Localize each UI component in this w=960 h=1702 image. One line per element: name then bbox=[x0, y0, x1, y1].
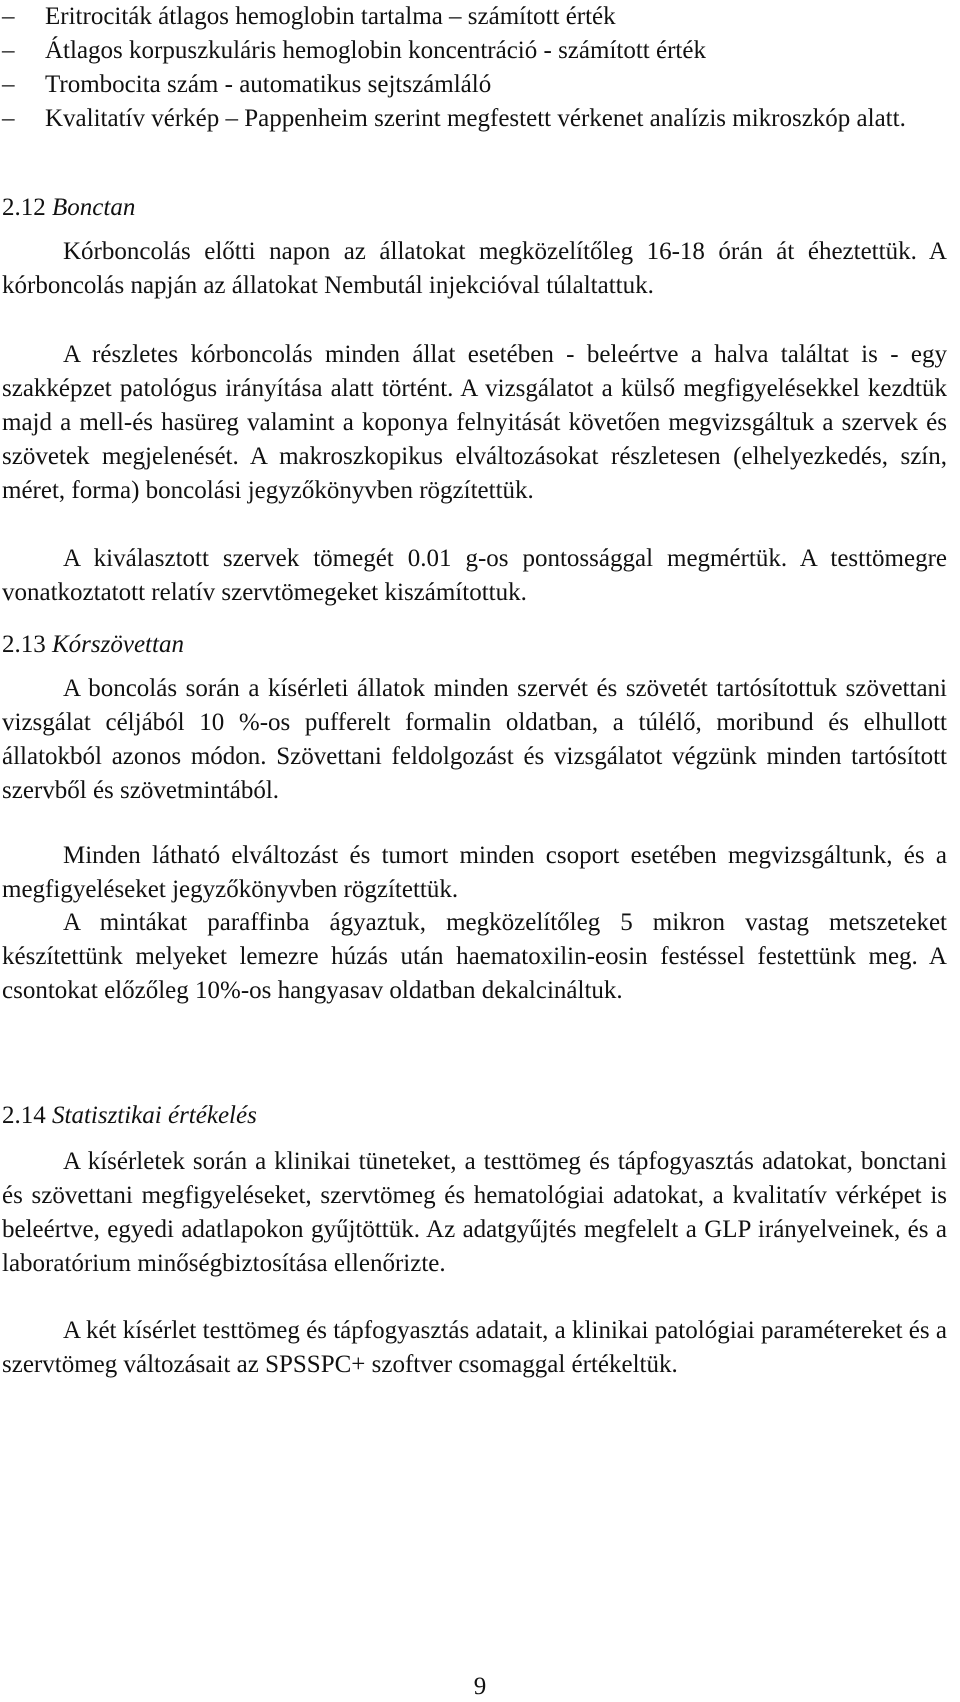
section-title: Kórszövettan bbox=[52, 631, 184, 658]
paragraph: A mintákat paraffinba ágyaztuk, megközelítőleg 5 mikron vastag metszeteket készítettünk melyeket lemezre húzás után haematoxilin-eosin festéssel festettünk meg. A csontokat előzőleg 10%-os hangyasav oldatban dekalcináltuk. bbox=[2, 909, 947, 1004]
section-number: 2.12 bbox=[2, 194, 46, 221]
paragraph: A részletes kórboncolás minden állat esetében - beleértve a halva találtat is - egy szakképzet patológus irányítása alatt történt. A vizsgálatot a külső megfigyelésekkel kezdtük majd a mell-és hasüreg valamint a koponya felnyitását követően megvizsgáltuk a szervek és szövetek megjelenését. A makroszkopikus elváltozásokat részletesen (elhelyezkedés, szín, méret, forma) boncolási jegyzőkönyvben rögzítettük. bbox=[2, 341, 947, 504]
dash-bullet: – bbox=[2, 71, 15, 98]
list-item bbox=[0, 102, 950, 136]
paragraph: A kísérletek során a klinikai tüneteket, a testtömeg és tápfogyasztás adatokat, bonctani és szövettani megfigyeléseket, szervtömeg és hematológiai adatokat, a kvalitatív vérképet is beleértve, egyedi adatlapokon gyűjtöttük. Az adatgyűjtés megfelelt a GLP irányelveinek, és a laboratórium minőségbiztosítása ellenőrizte. bbox=[2, 1148, 947, 1277]
section-title: Statisztikai értékelés bbox=[52, 1102, 257, 1129]
dash-bullet: – bbox=[2, 37, 15, 64]
list-item bbox=[0, 0, 950, 34]
section-number: 2.13 bbox=[2, 631, 46, 658]
paragraph: A két kísérlet testtömeg és tápfogyasztás adatait, a klinikai patológiai paramétereket és a szervtömeg változásait az SPSSPC+ szoftver csomaggal értékeltük. bbox=[2, 1317, 947, 1378]
section-heading-korszovettan bbox=[2, 628, 184, 662]
section-heading-statisztika bbox=[2, 1099, 257, 1133]
section-heading-bonctan bbox=[2, 191, 135, 225]
page-number: 9 bbox=[473, 1673, 487, 1700]
list-item-text: Kvalitatív vérkép – Pappenheim szerint megfestett vérkenet analízis mikroszkóp alatt. bbox=[45, 105, 906, 132]
dash-bullet: – bbox=[2, 105, 15, 132]
intro-list bbox=[0, 0, 950, 136]
paragraph: Minden látható elváltozást és tumort minden csoport esetében megvizsgáltunk, és a megfigyeléseket jegyzőkönyvben rögzítettük. bbox=[2, 842, 947, 903]
paragraph: A boncolás során a kísérleti állatok minden szervét és szövetét tartósítottuk szövettani vizsgálat céljából 10 %-os pufferelt formalin oldatban, a túlélő, moribund és elhullott állatokból azonos módon. Szövettani feldolgozást és vizsgálatot végzünk minden tartósított szervből és szövetmintából. bbox=[2, 675, 947, 804]
section-title: Bonctan bbox=[52, 194, 136, 221]
list-item-text: Eritrociták átlagos hemoglobin tartalma – számított érték bbox=[45, 3, 616, 30]
list-item bbox=[0, 34, 950, 68]
list-item-text: Trombocita szám - automatikus sejtszámláló bbox=[45, 71, 492, 98]
section-number: 2.14 bbox=[2, 1102, 46, 1129]
paragraph: Kórboncolás előtti napon az állatokat megközelítőleg 16-18 órán át éheztettük. A kórboncolás napján az állatokat Nembutál injekcióval túlaltattuk. bbox=[2, 238, 947, 299]
dash-bullet: – bbox=[2, 3, 15, 30]
list-item bbox=[0, 68, 950, 102]
list-item-text: Átlagos korpuszkuláris hemoglobin koncentráció - számított érték bbox=[45, 37, 706, 64]
paragraph: A kiválasztott szervek tömegét 0.01 g-os pontossággal megmértük. A testtömegre vonatkoztatott relatív szervtömegeket kiszámítottuk. bbox=[2, 545, 947, 606]
